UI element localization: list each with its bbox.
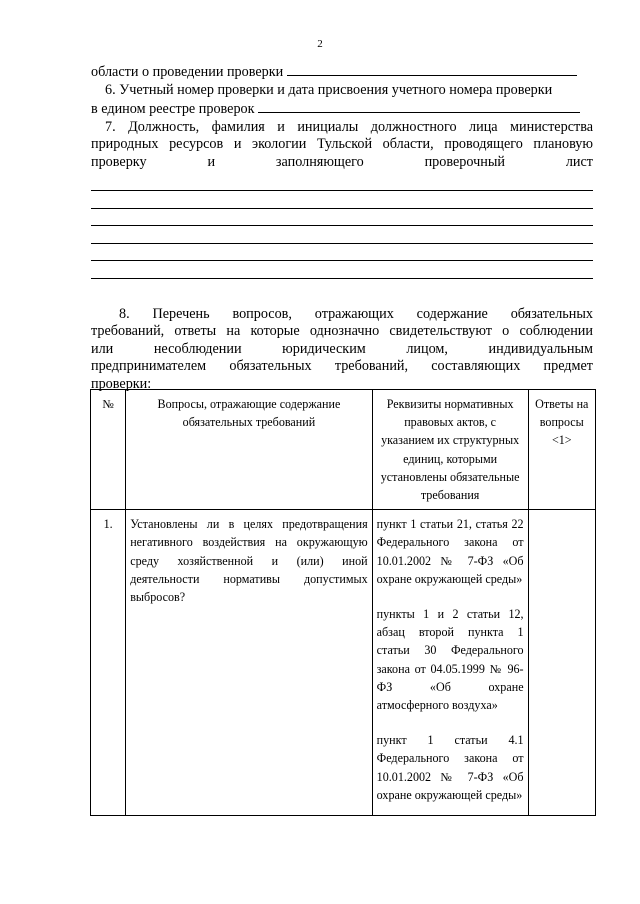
row-number: 1. bbox=[91, 510, 126, 816]
fill-line[interactable] bbox=[91, 174, 593, 192]
section-7-fill-lines bbox=[91, 174, 593, 279]
fill-line[interactable] bbox=[91, 226, 593, 244]
table-row bbox=[91, 510, 596, 816]
section-7-line-2: природных ресурсов и экологии Тульской области, проводящего плановую bbox=[91, 136, 593, 153]
header-number: № bbox=[91, 390, 126, 510]
form-content bbox=[91, 62, 593, 394]
section-5-tail-text: области о проведении проверки bbox=[91, 64, 284, 80]
section-8-line-3: или несоблюдении юридическим лицом, индивидуальным bbox=[91, 340, 593, 357]
question-text: Установлены ли в целях предотвращения негативного воздействия на окружающую среду хозяйственной и (или) иной деятельности нормативы допустимых выбросов? bbox=[130, 517, 368, 605]
fill-line[interactable] bbox=[91, 244, 593, 262]
requisite-2: пункты 1 и 2 статьи 12, абзац второй пункта 1 статьи 30 Федерального закона от 04.05.1999 № 96-ФЗ «Об охране атмосферного воздуха» bbox=[376, 607, 524, 713]
section-5-tail bbox=[91, 62, 593, 82]
section-8-line-5: проверки: bbox=[91, 375, 152, 392]
section-6-line-2-text: в едином реестре проверок bbox=[91, 101, 255, 118]
header-answers: Ответы на вопросы <1> bbox=[528, 390, 595, 510]
section-8-line-2: требований, ответы на которые однозначно свидетельствуют о соблюдении bbox=[91, 323, 593, 340]
requisite-3: пункт 1 статьи 4.1 Федерального закона от 10.01.2002 № 7-ФЗ «Об охране окружающей среды» bbox=[376, 733, 524, 802]
section-6-line-1: 6. Учетный номер проверки и дата присвоения учетного номера проверки bbox=[105, 81, 553, 98]
section-6-line-2 bbox=[91, 99, 593, 119]
table-header-row bbox=[91, 390, 596, 510]
row-requisites bbox=[372, 510, 528, 816]
requisite-1: пункт 1 статьи 21, статья 22 Федерального закона от 10.01.2002 № 7-ФЗ «Об охране окружающей среды» bbox=[376, 517, 524, 586]
checklist-table bbox=[90, 389, 596, 816]
section-8-line-4: предпринимателем обязательных требований, составляющих предмет bbox=[91, 358, 593, 375]
row-answer-cell[interactable] bbox=[528, 510, 595, 816]
row-question bbox=[126, 510, 372, 816]
header-questions: Вопросы, отражающие содержание обязательных требований bbox=[126, 390, 372, 510]
page-number: 2 bbox=[317, 38, 323, 50]
section-8 bbox=[91, 306, 593, 394]
fill-line[interactable] bbox=[91, 191, 593, 209]
section-7-line-3: проверку и заполняющего проверочный лист bbox=[91, 153, 593, 170]
fill-line[interactable] bbox=[91, 261, 593, 279]
section-7-line-1: 7. Должность, фамилия и инициалы должностного лица министерства bbox=[105, 118, 593, 135]
fill-line[interactable] bbox=[91, 209, 593, 227]
section-6-fill-line[interactable] bbox=[258, 99, 580, 113]
section-8-line-1: 8. Перечень вопросов, отражающих содержание обязательных bbox=[119, 305, 593, 322]
header-requisites: Реквизиты нормативных правовых актов, с указанием их структурных единиц, которыми установлены обязательные требования bbox=[372, 390, 528, 510]
section-5-fill-line[interactable] bbox=[287, 62, 577, 76]
